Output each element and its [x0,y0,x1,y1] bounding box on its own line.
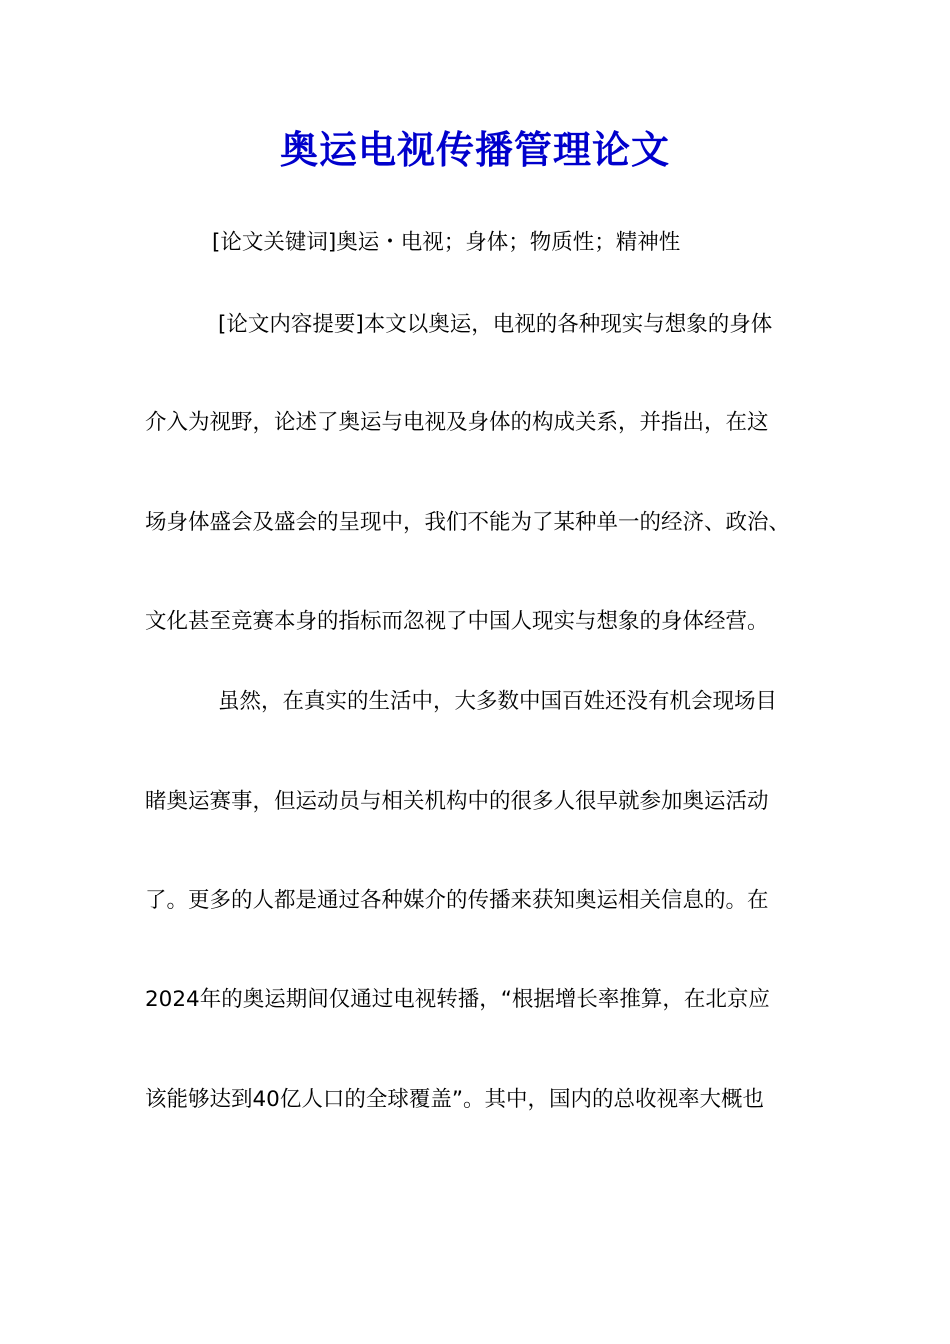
abstract-line-2: 介入为视野，论述了奥运与电视及身体的构成关系，并指出，在这 [145,410,769,435]
body-line-1: 虽然，在真实的生活中，大多数中国百姓还没有机会现场目 [218,689,778,714]
body-line-4: 2024年的奥运期间仅通过电视转播，“根据增长率推算，在北京应 [145,987,770,1012]
keywords-line: [论文关键词]奥运・电视；身体；物质性；精神性 [212,230,681,255]
abstract-line-3: 场身体盛会及盛会的呈现中，我们不能为了某种单一的经济、政治、 [145,510,791,535]
document-title: 奥运电视传播管理论文 [279,127,670,172]
body-line-5: 该能够达到40亿人口的全球覆盖”。其中，国内的总收视率大概也 [145,1087,764,1112]
abstract-line-1: [论文内容提要]本文以奥运，电视的各种现实与想象的身体 [218,312,773,337]
body-line-3: 了。更多的人都是通过各种媒介的传播来获知奥运相关信息的。在 [145,888,769,913]
abstract-line-4: 文化甚至竞赛本身的指标而忽视了中国人现实与想象的身体经营。 [145,609,769,634]
body-line-2: 睹奥运赛事，但运动员与相关机构中的很多人很早就参加奥运活动 [145,789,769,814]
